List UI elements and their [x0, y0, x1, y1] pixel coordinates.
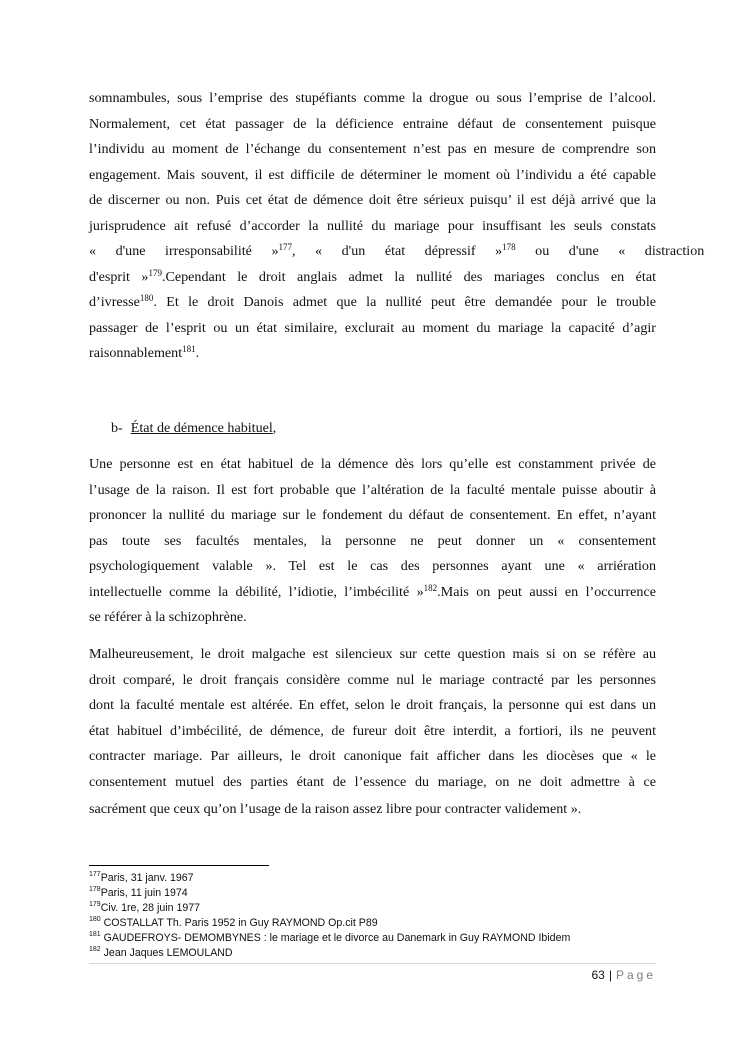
footnote: $^{182}$ Jean Jaques LEMOULAND — [89, 946, 233, 959]
paragraph-line: d’ivresse$^{180}$. Et le droit Danois admet que la nullité peut être demandée pour le trouble — [89, 293, 656, 310]
footnote: $^{177}$Paris, 31 janv. 1967 — [89, 871, 194, 884]
footnote-ref: 178 — [502, 242, 516, 253]
page-number: 63 | Page — [591, 968, 656, 982]
footer-separator — [89, 963, 656, 964]
paragraph-line: se référer à la schizophrène. — [89, 609, 247, 625]
footnote-ref: 180 — [139, 293, 154, 304]
paragraph-line: engagement. Mais souvent, il est difficile de déterminer le moment où l’individu a été capable — [89, 167, 656, 183]
paragraph-line: jurisprudence ait refusé d’accorder la nullité du mariage pour insuffisant les seuls constats — [89, 218, 656, 234]
paragraph-line: de discerner ou non. Puis cet état de démence doit être sérieux puisqu’ il est déjà arrivé que la — [89, 192, 656, 208]
footnote-ref: 179 — [148, 268, 162, 279]
footnote: $^{180}$ COSTALLAT Th. Paris 1952 in Guy RAYMOND Op.cit P89 — [89, 916, 378, 929]
paragraph-line: sacrément que ceux qu’on l’usage de la raison assez libre pour contracter validement ». — [89, 801, 582, 817]
section-title: État de démence habituel — [130, 420, 273, 436]
paragraph-line: raisonnablement$^{181}$. — [89, 344, 200, 361]
paragraph-line: Malheureusement, le droit malgache est silencieux sur cette question mais si on se réfère au — [89, 646, 656, 662]
footnote-ref: 181 — [182, 344, 196, 355]
paragraph-line: prononcer la nullité du mariage sur le fondement du défaut de consentement. En effet, n’ayant — [89, 507, 656, 523]
footnote: $^{179}$Civ. 1re, 28 juin 1977 — [89, 901, 201, 914]
paragraph-line: Une personne est en état habituel de la démence dès lors qu’elle est constamment privée de — [89, 456, 656, 472]
paragraph-line: somnambules, sous l’emprise des stupéfiants comme la drogue ou sous l’emprise de l’alcool. — [89, 90, 656, 106]
paragraph-line: « d'une irresponsabilité »$^{177}$, « d'un état dépressif »$^{178}$ ou d'une « distraction — [89, 242, 705, 259]
paragraph-line: consentement mutuel des parties étant de l’essence du mariage, on ne doit admettre à ce — [89, 774, 656, 790]
section-heading: b- État de démence habituel, — [111, 420, 277, 436]
paragraph-line: état habituel d’imbécilité, de démence, de fureur doit être interdit, a fortiori, ils ne peuvent — [89, 723, 656, 739]
paragraph-line: pas toute ses facultés mentales, la personne ne peut donner un « consentement — [89, 533, 656, 549]
footnote-ref: 182 — [423, 583, 438, 594]
footnote-ref: 177 — [278, 242, 292, 253]
paragraph-line: l’individu au moment de l’échange du consentement n’est pas en mesure de comprendre son — [89, 141, 656, 157]
paragraph-line: intellectuelle comme la débilité, l’idiotie, l’imbécilité »$^{182}$.Mais on peut aussi en l’occurrence — [89, 583, 656, 600]
paragraph-line: psychologiquement valable ». Tel est le cas des personnes ayant une « arriération — [89, 558, 656, 574]
footnote: $^{181}$ GAUDEFROYS- DEMOMBYNES : le mariage et le divorce au Danemark in Guy RAYMOND Ibidem — [89, 931, 571, 944]
paragraph-line: l’usage de la raison. Il est fort probable que l’altération de la faculté mentale puisse aboutir à — [89, 482, 656, 498]
paragraph-line: passager de l’esprit ou un état similaire, exclurait au moment du mariage la capacité d’agir — [89, 320, 656, 336]
footnote: $^{178}$Paris, 11 juin 1974 — [89, 886, 188, 899]
paragraph-line: contracter mariage. Par ailleurs, le droit canonique fait afficher dans les diocèses que « le — [89, 748, 656, 764]
footnote-separator — [89, 865, 269, 866]
paragraph-line: droit comparé, le droit français considère comme nul le mariage contracté par les personnes — [89, 672, 656, 688]
paragraph-line: dont la faculté mentale est altérée. En effet, selon le droit français, la personne qui est dans un — [89, 697, 656, 713]
paragraph-line: d'esprit »$^{179}$.Cependant le droit anglais admet la nullité des mariages conclus en état — [89, 268, 656, 285]
paragraph-line: Normalement, cet état passager de la déficience entraine défaut de consentement puisque — [89, 116, 656, 132]
